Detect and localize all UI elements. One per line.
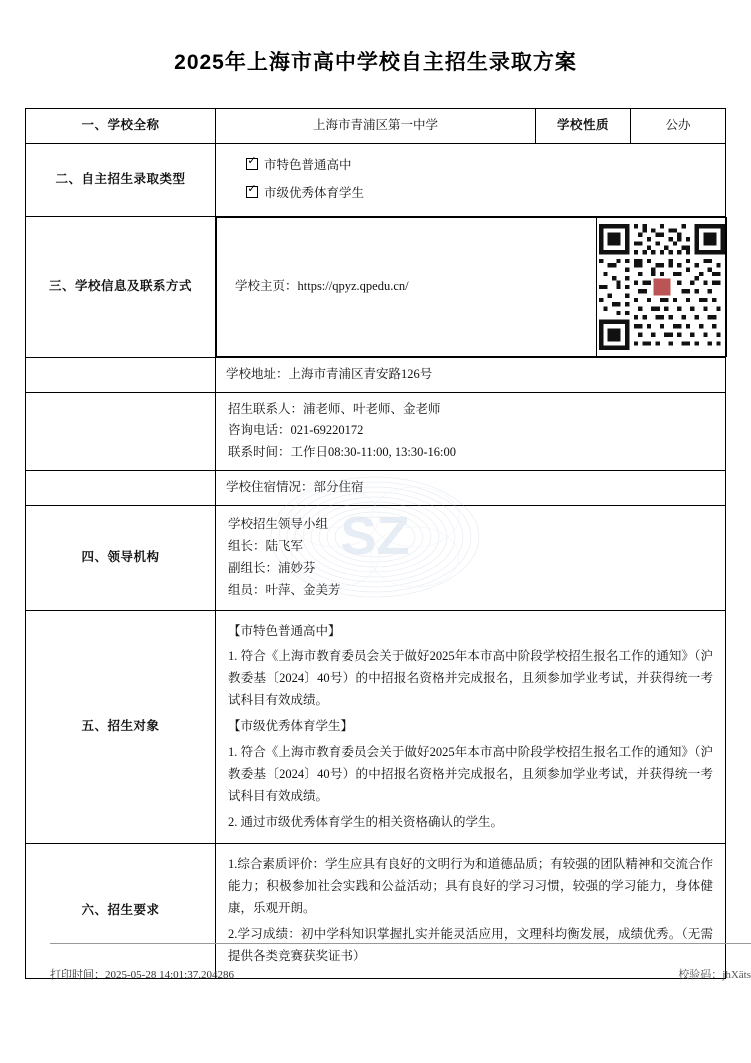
qr-code-cell (597, 217, 727, 356)
checkbox-option-row[interactable] (226, 180, 715, 208)
requirements-text: 2.学习成绩：初中学科知识掌握扎实并能灵活应用，文理科均衡发展，成绩优秀。（无需提供各类竞赛获奖证书） (228, 927, 713, 963)
row-label-admission-types: 二、自主招生录取类型 (26, 143, 216, 216)
print-time: 打印时间：2025-05-28 14:01:37.204286 (50, 968, 234, 981)
requirements-text: 1.综合素质评价：学生应具有良好的文明行为和道德品质；有较强的团队精神和交流合作能力；积极参加社会实践和公益活动；具有良好的学习习惯，较强的学习能力，身体健康，乐观开朗。 (228, 857, 713, 916)
contact-time: 联系时间：工作日08:30-11:00, 13:30-16:00 (228, 445, 457, 460)
row-label-requirements: 六、招生要求 (26, 844, 216, 978)
table-row-leadership (26, 506, 726, 611)
contact-nested-table (216, 217, 727, 357)
school-address: 学校地址：上海市青浦区青安路126号 (216, 357, 726, 392)
verify-code: 校验码：jhXäts (678, 968, 751, 981)
checkbox-option-label: 市级优秀体育学生 (264, 185, 365, 200)
targets-body (216, 610, 726, 844)
leadership-line: 组员：叶萍、金美芳 (228, 582, 341, 597)
row-label-targets: 五、招生对象 (26, 610, 216, 844)
row-label-contact: 三、学校信息及联系方式 (26, 216, 216, 357)
table-row-address (26, 357, 726, 392)
svg-text:SZ: SZ (340, 506, 410, 566)
school-homepage[interactable]: 学校主页：https://qpyz.qpedu.cn/ (217, 217, 597, 356)
school-nature-label: 学校性质 (536, 109, 631, 144)
contact-phone: 咨询电话：021-69220172 (228, 423, 364, 438)
admission-type-options (216, 143, 726, 216)
targets-text: 2. 通过市级优秀体育学生的相关资格确认的学生。 (228, 814, 504, 829)
checkbox-option-label: 市特色普通高中 (264, 157, 352, 172)
school-nature-value: 公办 (631, 109, 726, 144)
page-title: 2025年上海市高中学校自主招生录取方案 (174, 51, 577, 74)
contact-person: 招生联系人：浦老师、叶老师、金老师 (228, 401, 441, 416)
page-footer (50, 966, 751, 982)
contact-block (216, 216, 726, 357)
footer-divider (50, 943, 751, 944)
row-label-school-name: 一、学校全称 (26, 109, 216, 144)
table-row-contact (26, 216, 726, 357)
contact-details (216, 392, 726, 471)
contact-label-spacer-3 (26, 471, 216, 506)
targets-text: 1. 符合《上海市教育委员会关于做好2025年本市高中阶段学校招生报名工作的通知》（沪教委基〔2024〕40号）的中招报名资格并完成报名，且须参加学业考试，并获得统一考试科目有效成绩。 (228, 744, 713, 803)
checkbox-option-row[interactable] (226, 152, 715, 180)
admission-plan-table (25, 108, 726, 979)
school-name-value: 上海市青浦区第一中学 (216, 109, 536, 144)
checkbox-checked-icon[interactable] (246, 186, 258, 198)
requirements-body (216, 844, 726, 978)
table-row-requirements (26, 844, 726, 978)
targets-heading: 【市级优秀体育学生】 (228, 719, 354, 733)
contact-label-spacer-2 (26, 392, 216, 471)
checkbox-checked-icon[interactable] (246, 158, 258, 170)
leadership-line: 副组长：浦妙芬 (228, 560, 316, 575)
table-row-admission-types (26, 143, 726, 216)
row-label-leadership: 四、领导机构 (26, 506, 216, 611)
leadership-line: 组长：陆飞军 (228, 538, 304, 553)
dorm-info: 学校住宿情况：部分住宿 (216, 471, 726, 506)
table-row-dorm (26, 471, 726, 506)
table-row-contact-details (26, 392, 726, 471)
contact-label-spacer (26, 357, 216, 392)
leadership-line: 学校招生领导小组 (228, 517, 329, 531)
leadership-body (216, 506, 726, 611)
targets-heading: 【市特色普通高中】 (228, 623, 341, 638)
table-row-school-name (26, 109, 726, 144)
qr-code-icon (599, 224, 725, 350)
targets-text: 1. 符合《上海市教育委员会关于做好2025年本市高中阶段学校招生报名工作的通知》（沪教委基〔2024〕40号）的中招报名资格并完成报名，且须参加学业考试，并获得统一考试科目有效成绩。 (228, 649, 713, 708)
table-row-targets (26, 610, 726, 844)
